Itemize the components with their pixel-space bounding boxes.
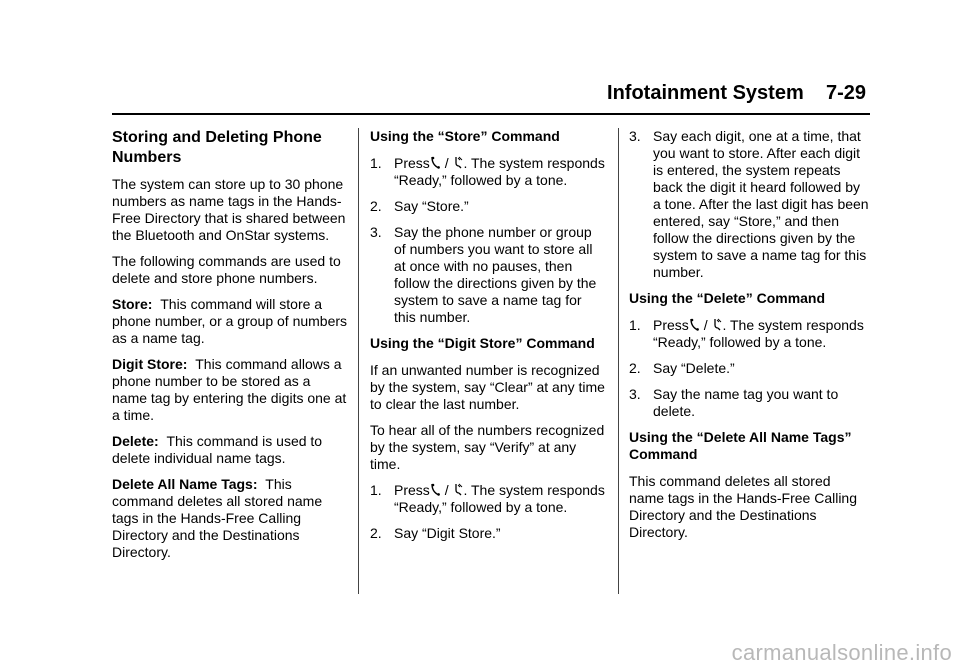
term-store: Store: — [112, 296, 153, 312]
definition-digit-store — [112, 356, 348, 424]
list-item — [370, 155, 606, 189]
definition-store-text: This command will store a phone number, or a group of numbers as a name tag. — [112, 296, 348, 346]
paragraph-intro: The system can store up to 30 phone numbers as name tags in the Hands-Free Directory that is shared between the Bluetooth and OnStar systems. — [112, 176, 346, 243]
step-text: Say each digit, one at a time, that you want to store. After each digit is entered, the system repeats back the digit it heard followed by a tone. After the last digit has been entered, say “Store,” and then follow the directions given by the system to save a name tag for this number. — [653, 128, 869, 280]
definition-delete — [112, 433, 348, 467]
icon-separator: / — [703, 317, 708, 333]
voice-recognition-icon — [452, 483, 463, 496]
term-delete: Delete: — [112, 433, 159, 449]
step-text: Say the name tag you want to delete. — [653, 386, 839, 419]
list-item — [370, 525, 606, 542]
delete-steps — [629, 317, 869, 420]
step-number: 3. — [629, 386, 641, 402]
definition-delete-all — [112, 476, 348, 561]
list-item — [629, 386, 869, 420]
step-number: 3. — [370, 224, 382, 240]
push-to-talk-icon — [430, 483, 441, 496]
step-number: 2. — [370, 525, 382, 541]
paragraph-delete-all: This command deletes all stored name tags in the Hands-Free Calling Directory and the Destinations Directory. — [629, 473, 858, 540]
push-to-talk-icon — [430, 156, 441, 169]
column-2 — [370, 128, 606, 551]
step-number: 1. — [629, 317, 641, 333]
push-to-talk-icon — [689, 318, 700, 331]
definition-store — [112, 296, 348, 347]
paragraph-clear: If an unwanted number is recognized by the system, say “Clear” at any time to clear the last number. — [370, 362, 605, 412]
term-delete-all: Delete All Name Tags: — [112, 476, 258, 492]
list-item — [629, 360, 869, 377]
paragraph-commands: The following commands are used to delete and store phone numbers. — [112, 253, 341, 286]
section-name: Infotainment System — [607, 82, 804, 104]
store-command-heading: Using the “Store” Command — [370, 128, 560, 144]
step-text: Say the phone number or group of numbers you want to store all at once with no pauses, then follow the directions given by the system to save a name tag for this number. — [394, 224, 597, 325]
definition-delete-all-text: This command deletes all stored name tags in the Hands-Free Calling Directory and the Destinations Directory. — [112, 476, 323, 560]
section-heading: Storing and Deleting Phone Numbers — [112, 129, 322, 166]
column-3 — [629, 128, 869, 550]
step-text: . The system responds “Ready,” followed by a tone. — [394, 155, 605, 188]
definition-delete-text: This command is used to delete individual name tags. — [112, 433, 323, 466]
store-steps — [370, 155, 606, 326]
digit-store-steps — [370, 482, 606, 542]
icon-separator: / — [444, 482, 449, 498]
page-number: 7-29 — [825, 82, 866, 104]
step-text: Say “Digit Store.” — [394, 525, 501, 541]
digit-store-command-heading: Using the “Digit Store” Command — [370, 335, 595, 351]
term-digit-store: Digit Store: — [112, 356, 188, 372]
voice-recognition-icon — [452, 156, 463, 169]
step-number: 3. — [629, 128, 641, 144]
digit-store-steps-continued — [629, 128, 869, 281]
list-item — [629, 128, 869, 281]
column-divider-2 — [618, 128, 619, 594]
delete-command-heading: Using the “Delete” Command — [629, 290, 826, 306]
column-1 — [112, 128, 348, 570]
watermark: carmanualsonline.info — [731, 640, 952, 665]
step-text: Press — [653, 317, 689, 333]
step-text: Say “Delete.” — [653, 360, 735, 376]
step-text: Say “Store.” — [394, 198, 469, 214]
step-number: 1. — [370, 482, 382, 498]
definition-digit-store-text: This command allows a phone number to be stored as a name tag by entering the digits one at a time. — [112, 356, 347, 423]
step-text: Press — [394, 482, 430, 498]
list-item — [370, 198, 606, 215]
list-item — [629, 317, 869, 351]
step-number: 2. — [370, 198, 382, 214]
column-divider-1 — [358, 128, 359, 594]
section-title — [607, 80, 866, 106]
step-text: . The system responds “Ready,” followed by a tone. — [394, 482, 605, 515]
voice-recognition-icon — [711, 318, 722, 331]
step-text: Press — [394, 155, 430, 171]
paragraph-verify: To hear all of the numbers recognized by the system, say “Verify” at any time. — [370, 422, 605, 472]
step-text: . The system responds “Ready,” followed by a tone. — [653, 317, 864, 350]
page-header — [0, 80, 960, 110]
icon-separator: / — [444, 155, 449, 171]
step-number: 1. — [370, 155, 382, 171]
list-item — [370, 482, 606, 516]
step-number: 2. — [629, 360, 641, 376]
list-item — [370, 224, 606, 326]
delete-all-command-heading: Using the “Delete All Name Tags” Command — [629, 429, 852, 462]
header-rule — [112, 113, 870, 115]
